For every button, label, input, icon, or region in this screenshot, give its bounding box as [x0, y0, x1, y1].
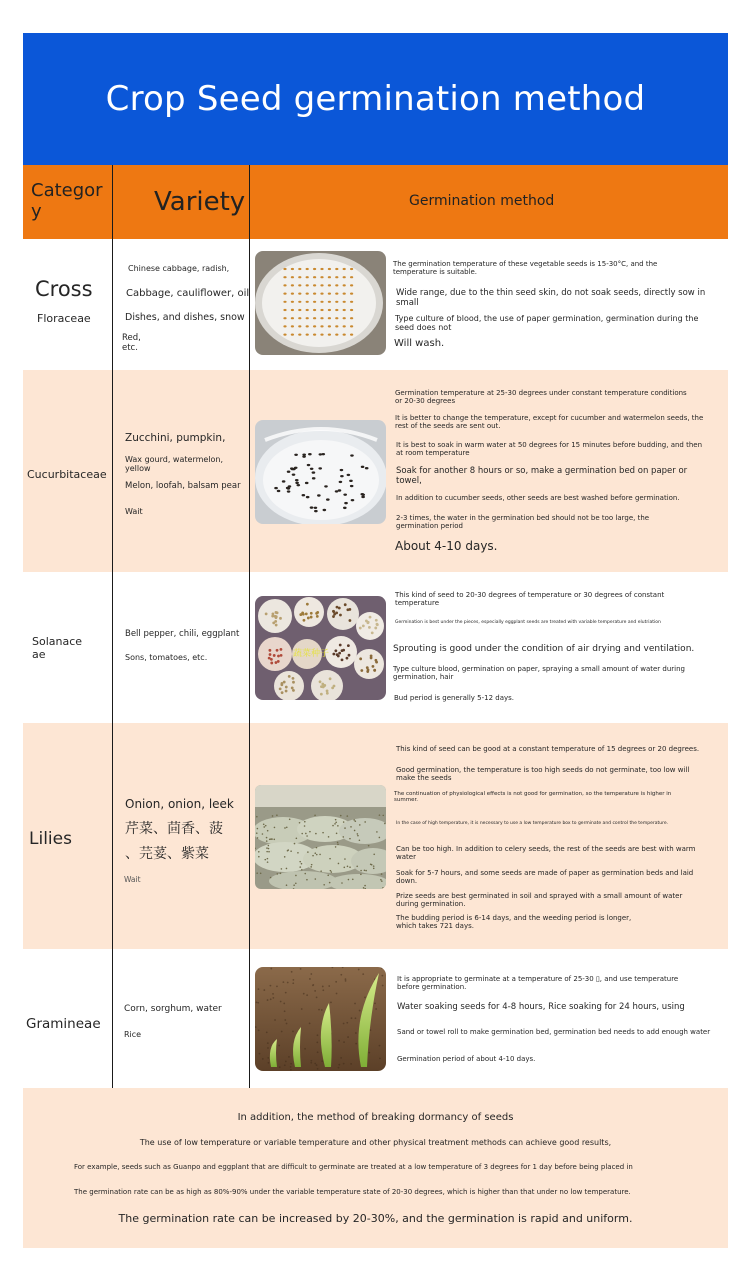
- row2-method-3: It is best to soak in warm water at 50 degrees for 15 minutes before budding, and then at room temperature: [396, 441, 703, 458]
- column-header-method: Germination method: [409, 193, 555, 209]
- row4-method-2: Good germination, the temperature is too high seeds do not germinate, too low will make the seeds: [396, 766, 690, 783]
- row3-method-1: This kind of seed to 20-30 degrees of temperature or 30 degrees of constant temperature: [395, 591, 665, 608]
- row5-method-4: Germination period of about 4-10 days.: [397, 1055, 536, 1063]
- vegetable-seed-dishes-image: [255, 596, 386, 700]
- footer-line-1: In addition, the method of breaking dormancy of seeds: [237, 1112, 514, 1123]
- row2-category: Cucurbitaceae: [27, 468, 107, 481]
- row4-method-1: This kind of seed can be good at a constant temperature of 15 degrees or 20 degrees.: [396, 745, 700, 753]
- row4-method-3: The continuation of physiological effects is not good for germination, so the temperature is higher in summer.: [394, 791, 672, 804]
- row5-variety-2: Rice: [124, 1030, 142, 1039]
- row2-variety-2: Wax gourd, watermelon, yellow: [125, 455, 224, 474]
- row1-seed-photo: [255, 251, 386, 355]
- sprouting-seedlings-image: [255, 967, 386, 1071]
- row4-method-8: The budding period is 6-14 days, and the weeding period is longer, which takes 721 days.: [396, 914, 632, 931]
- cucurbit-seeds-on-paper-image: [255, 420, 386, 524]
- row1-variety-3: Dishes, and dishes, snow: [125, 312, 245, 323]
- page-title: Crop Seed germination method: [105, 79, 646, 119]
- row2-method-5: In addition to cucumber seeds, other seeds are best washed before germination.: [396, 494, 680, 502]
- row5-variety-1: Corn, sorghum, water: [124, 1004, 222, 1014]
- row2-variety-3: Melon, loofah, balsam pear: [125, 481, 241, 491]
- row4-variety-2: 芹菜、茴香、菠: [125, 821, 223, 837]
- row2-method-6: 2-3 times, the water in the germination bed should not be too large, the germination period: [396, 514, 650, 531]
- footer-note: [23, 1088, 728, 1248]
- row3-category: Solanace ae: [32, 635, 83, 661]
- row5-method-2: Water soaking seeds for 4-8 hours, Rice soaking for 24 hours, using: [397, 1002, 685, 1012]
- row3-method-3: Sprouting is good under the condition of air drying and ventilation.: [393, 644, 695, 654]
- row3-variety-1: Bell pepper, chili, eggplant: [125, 629, 240, 639]
- stacked-petri-dishes-image: [255, 785, 386, 889]
- row1-category-main: Cross: [35, 277, 93, 301]
- column-header-variety: Variety: [154, 187, 246, 217]
- row1-category-sub: Floraceae: [37, 312, 91, 325]
- row4-method-7: Prize seeds are best germinated in soil and sprayed with a small amount of water during germination.: [396, 892, 683, 909]
- row1-method-1: The germination temperature of these vegetable seeds is 15-30°C, and the temperature is suitable.: [393, 260, 658, 277]
- row4-category: Lilies: [29, 829, 72, 849]
- page-header: [23, 33, 728, 165]
- row4-variety-1: Onion, onion, leek: [125, 797, 234, 811]
- row1-method-3: Type culture of blood, the use of paper germination, germination during the seed does not: [395, 314, 699, 333]
- footer-line-4: The germination rate can be as high as 80%-90% under the variable temperature state of 20-30 degrees, which is higher than that under no low temperature.: [74, 1188, 631, 1196]
- row4-method-5: Can be too high. In addition to celery seeds, the rest of the seeds are best with warm water: [396, 845, 696, 862]
- petri-dish-seeds-image: [255, 251, 386, 355]
- footer-line-3: For example, seeds such as Guanpo and eggplant that are difficult to germinate are treated at a low temperature of 3 degrees for 1 day before being placed in: [74, 1163, 633, 1171]
- row3-seed-photo: [255, 596, 386, 700]
- row1-method-4: Will wash.: [394, 338, 445, 349]
- row4-variety-4: Wait: [124, 875, 141, 884]
- row4-variety-3: 、芫荽、紫菜: [125, 846, 209, 862]
- row5-method-1: It is appropriate to germinate at a temperature of 25-30 ▯, and use temperature before germination.: [397, 975, 679, 992]
- divider-category-variety: [112, 165, 113, 1088]
- row5-category: Gramineae: [26, 1016, 101, 1032]
- row3-variety-2: Sons, tomatoes, etc.: [125, 653, 208, 662]
- row2-variety-1: Zucchini, pumpkin,: [125, 432, 226, 444]
- row4-method-6: Soak for 5-7 hours, and some seeds are made of paper as germination beds and laid down.: [396, 869, 694, 886]
- row4-seed-photo: [255, 785, 386, 889]
- row2-variety-4: Wait: [125, 507, 143, 516]
- row1-variety-2: Cabbage, cauliflower, oil: [126, 288, 250, 299]
- row3-method-4: Type culture blood, germination on paper, spraying a small amount of water during germination, hair: [393, 665, 685, 682]
- row3-method-5: Bud period is generally 5-12 days.: [394, 694, 515, 702]
- row5-seedling-photo: [255, 967, 386, 1071]
- row2-method-2: It is better to change the temperature, except for cucumber and watermelon seeds, the rest of the seeds are sent out.: [395, 414, 704, 431]
- footer-line-5: The germination rate can be increased by 20-30%, and the germination is rapid and uniform.: [118, 1212, 633, 1225]
- row1-method-2: Wide range, due to the thin seed skin, do not soak seeds, directly sow in small: [396, 288, 706, 308]
- column-header-category: Categor y: [31, 180, 103, 222]
- row2-method-7: About 4-10 days.: [395, 539, 498, 553]
- row3-method-2: Germination is best under the pieces, especially eggplant seeds are treated with variable temperature and elutriation: [395, 620, 661, 625]
- divider-variety-method: [249, 165, 250, 1088]
- column-header-row: [23, 165, 728, 239]
- photo-label-text: 蔬菜种子: [293, 649, 330, 659]
- row2-method-4: Soak for another 8 hours or so, make a germination bed on paper or towel,: [396, 466, 688, 486]
- row1-variety-4: Red, etc.: [122, 333, 141, 353]
- row2-method-1: Germination temperature at 25-30 degrees under constant temperature conditions or 20-30 degrees: [395, 389, 687, 406]
- row4-method-4: In the case of high temperature, it is necessary to use a low temperature box to germinate and control the temperature.: [396, 821, 669, 826]
- row5-method-3: Sand or towel roll to make germination bed, germination bed needs to add enough water: [397, 1028, 711, 1036]
- footer-line-2: The use of low temperature or variable temperature and other physical treatment methods can achieve good results,: [139, 1138, 612, 1147]
- row2-seed-photo: [255, 420, 386, 524]
- row1-variety-1: Chinese cabbage, radish,: [128, 264, 230, 273]
